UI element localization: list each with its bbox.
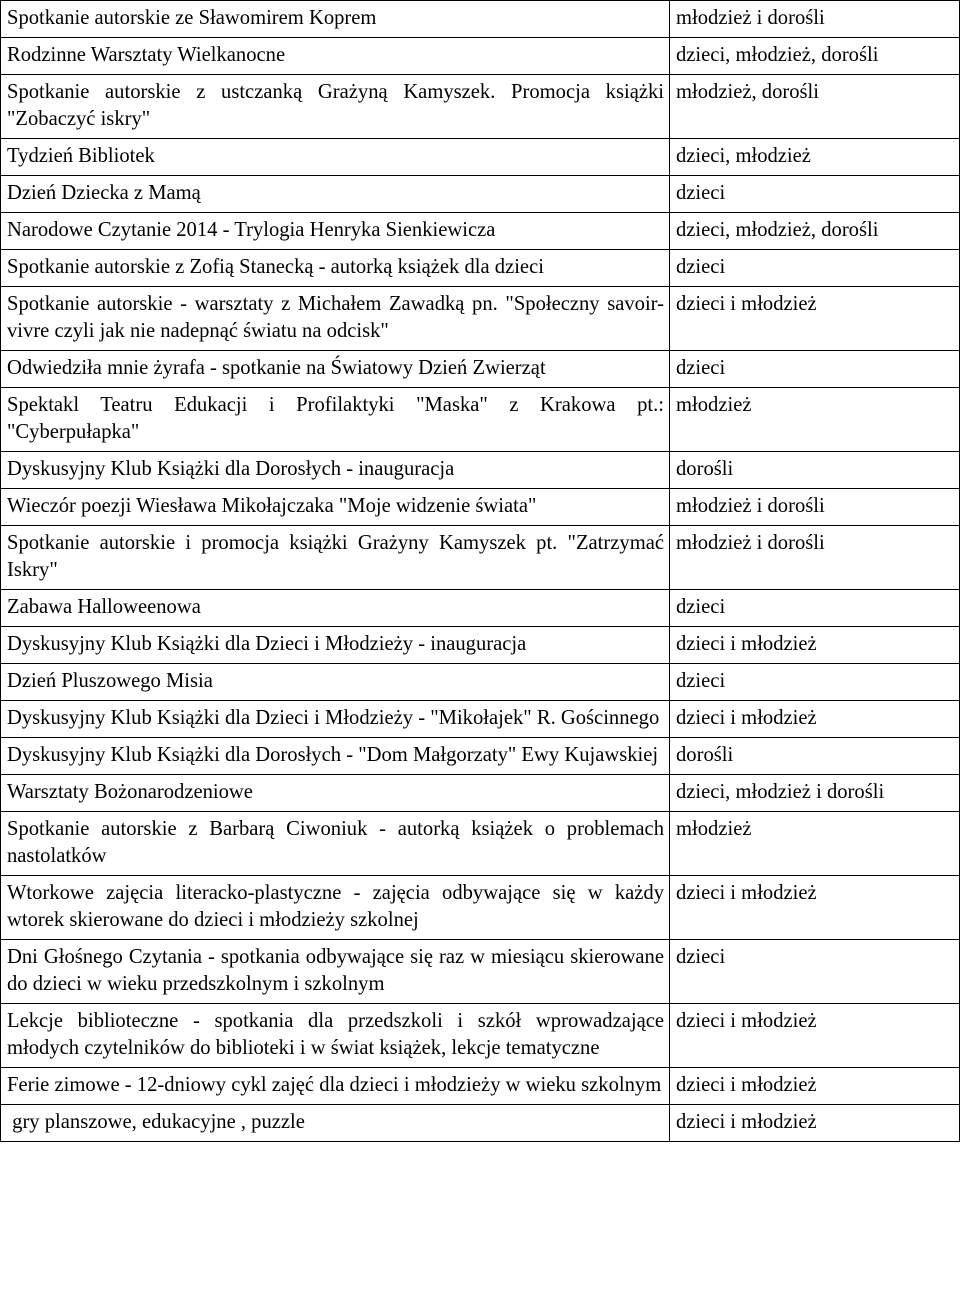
event-audience-cell: dzieci <box>670 176 960 213</box>
table-row <box>1 250 960 287</box>
event-audience-cell: młodzież <box>670 812 960 876</box>
table-row <box>1 213 960 250</box>
event-audience-cell: dorośli <box>670 452 960 489</box>
event-title-cell: Dyskusyjny Klub Książki dla Dzieci i Młodzieży - "Mikołajek" R. Gościnnego <box>1 701 670 738</box>
event-title-cell: Warsztaty Bożonarodzeniowe <box>1 775 670 812</box>
table-row <box>1 176 960 213</box>
event-audience-cell: dzieci i młodzież <box>670 1004 960 1068</box>
event-title-cell: gry planszowe, edukacyjne , puzzle <box>1 1105 670 1142</box>
event-audience-cell: dzieci i młodzież <box>670 287 960 351</box>
event-audience-cell: dzieci <box>670 250 960 287</box>
events-table-body <box>1 1 960 1142</box>
event-audience-cell: młodzież, dorośli <box>670 75 960 139</box>
table-row <box>1 287 960 351</box>
event-title-cell: Dyskusyjny Klub Książki dla Dorosłych - "Dom Małgorzaty" Ewy Kujawskiej <box>1 738 670 775</box>
event-audience-cell: młodzież i dorośli <box>670 489 960 526</box>
event-title-cell: Spotkanie autorskie z Barbarą Ciwoniuk - autorką książek o problemach nastolatków <box>1 812 670 876</box>
table-row <box>1 526 960 590</box>
table-row <box>1 1068 960 1105</box>
event-title-cell: Dyskusyjny Klub Książki dla Dzieci i Młodzieży - inauguracja <box>1 627 670 664</box>
event-title-cell: Spotkanie autorskie i promocja książki Grażyny Kamyszek pt. "Zatrzymać Iskry" <box>1 526 670 590</box>
event-audience-cell: dzieci i młodzież <box>670 1068 960 1105</box>
table-row <box>1 876 960 940</box>
event-title-cell: Odwiedziła mnie żyrafa - spotkanie na Światowy Dzień Zwierząt <box>1 351 670 388</box>
event-audience-cell: dzieci <box>670 940 960 1004</box>
event-title-cell: Lekcje biblioteczne - spotkania dla przedszkoli i szkół wprowadzające młodych czytelników do biblioteki i w świat książek, lekcje tematyczne <box>1 1004 670 1068</box>
table-row <box>1 489 960 526</box>
event-title-cell: Wtorkowe zajęcia literacko-plastyczne - zajęcia odbywające się w każdy wtorek skierowane do dzieci i młodzieży szkolnej <box>1 876 670 940</box>
table-row <box>1 590 960 627</box>
event-audience-cell: dzieci, młodzież i dorośli <box>670 775 960 812</box>
event-title-cell: Dyskusyjny Klub Książki dla Dorosłych - inauguracja <box>1 452 670 489</box>
event-audience-cell: dzieci i młodzież <box>670 876 960 940</box>
table-row <box>1 664 960 701</box>
event-audience-cell: dzieci <box>670 590 960 627</box>
event-title-cell: Spotkanie autorskie z ustczanką Grażyną Kamyszek. Promocja książki "Zobaczyć iskry" <box>1 75 670 139</box>
event-audience-cell: dzieci i młodzież <box>670 701 960 738</box>
table-row <box>1 738 960 775</box>
event-audience-cell: dzieci, młodzież, dorośli <box>670 38 960 75</box>
table-row <box>1 139 960 176</box>
table-row <box>1 1105 960 1142</box>
event-title-cell: Dzień Pluszowego Misia <box>1 664 670 701</box>
table-row <box>1 38 960 75</box>
table-row <box>1 351 960 388</box>
table-row <box>1 701 960 738</box>
event-title-cell: Wieczór poezji Wiesława Mikołajczaka "Moje widzenie świata" <box>1 489 670 526</box>
table-row <box>1 388 960 452</box>
event-title-cell: Ferie zimowe - 12-dniowy cykl zajęć dla dzieci i młodzieży w wieku szkolnym <box>1 1068 670 1105</box>
table-row <box>1 452 960 489</box>
event-title-cell: Tydzień Bibliotek <box>1 139 670 176</box>
event-audience-cell: młodzież i dorośli <box>670 1 960 38</box>
event-title-cell: Rodzinne Warsztaty Wielkanocne <box>1 38 670 75</box>
event-title-cell: Dni Głośnego Czytania - spotkania odbywające się raz w miesiącu skierowane do dzieci w wieku przedszkolnym i szkolnym <box>1 940 670 1004</box>
table-row <box>1 75 960 139</box>
event-title-cell: Dzień Dziecka z Mamą <box>1 176 670 213</box>
table-row <box>1 1004 960 1068</box>
table-row <box>1 812 960 876</box>
event-audience-cell: młodzież <box>670 388 960 452</box>
event-audience-cell: dzieci <box>670 351 960 388</box>
table-row <box>1 1 960 38</box>
event-title-cell: Spotkanie autorskie - warsztaty z Michałem Zawadką pn. "Społeczny savoir- vivre czyli jak nie nadepnąć światu na odcisk" <box>1 287 670 351</box>
event-audience-cell: młodzież i dorośli <box>670 526 960 590</box>
event-audience-cell: dzieci, młodzież, dorośli <box>670 213 960 250</box>
event-title-cell: Narodowe Czytanie 2014 - Trylogia Henryka Sienkiewicza <box>1 213 670 250</box>
event-audience-cell: dzieci, młodzież <box>670 139 960 176</box>
event-audience-cell: dzieci i młodzież <box>670 627 960 664</box>
event-audience-cell: dzieci i młodzież <box>670 1105 960 1142</box>
table-row <box>1 940 960 1004</box>
event-title-cell: Spotkanie autorskie z Zofią Stanecką - autorką książek dla dzieci <box>1 250 670 287</box>
table-row <box>1 775 960 812</box>
event-title-cell: Spotkanie autorskie ze Sławomirem Koprem <box>1 1 670 38</box>
table-row <box>1 627 960 664</box>
event-audience-cell: dzieci <box>670 664 960 701</box>
event-audience-cell: dorośli <box>670 738 960 775</box>
event-title-cell: Spektakl Teatru Edukacji i Profilaktyki "Maska" z Krakowa pt.: "Cyberpułapka" <box>1 388 670 452</box>
event-title-cell: Zabawa Halloweenowa <box>1 590 670 627</box>
